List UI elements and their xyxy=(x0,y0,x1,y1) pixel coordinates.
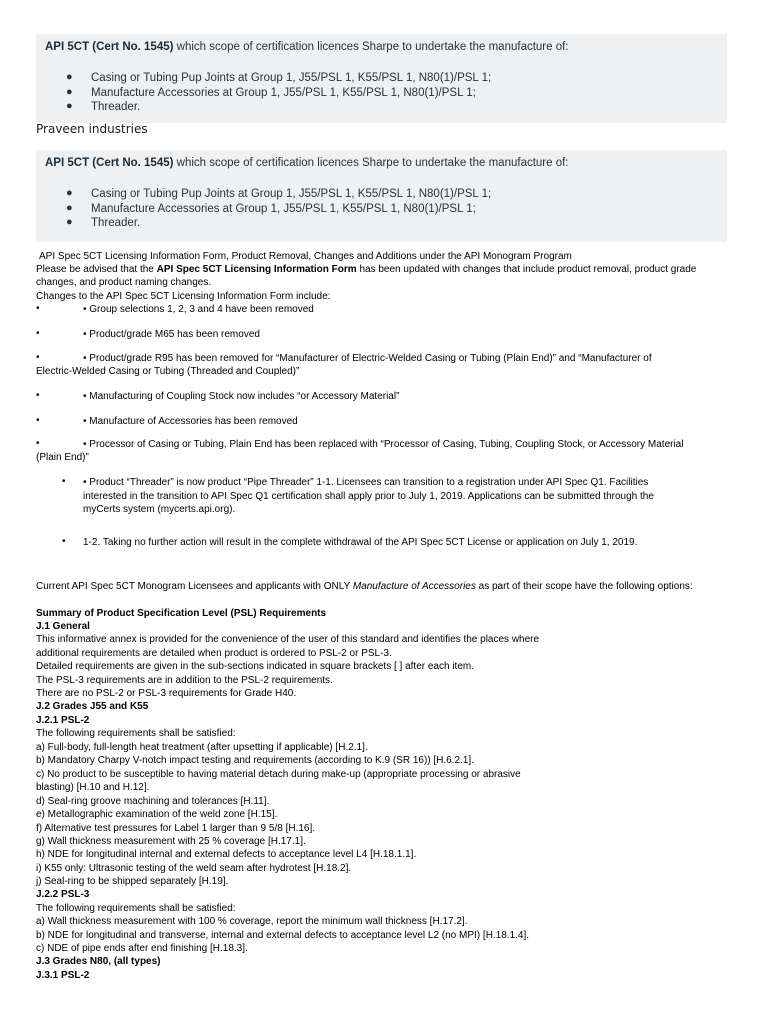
change-item-continued: Electric-Welded Casing or Tubing (Threaded and Coupled)” xyxy=(36,366,300,377)
bullet-icon: ● xyxy=(66,71,73,83)
requirement-line: The following requirements shall be satisfied: xyxy=(36,903,236,914)
certification-scope-box xyxy=(36,34,727,123)
threader-note: myCerts system (mycerts.api.org). xyxy=(83,504,236,515)
cert-scope-text: which scope of certification licences Sharpe to undertake the manufacture of: xyxy=(173,157,569,169)
paragraph-line: This informative annex is provided for the convenience of the user of this standard and identifies the places where xyxy=(36,634,540,645)
requirement-line: h) NDE for longitudinal internal and external defects to acceptance level L4 [H.18.1.1]. xyxy=(36,849,417,860)
paragraph-line: There are no PSL-2 or PSL-3 requirements for Grade H40. xyxy=(36,688,297,699)
threader-note: • Product “Threader” is now product “Pipe Threader” 1-1. Licensees can transition to a registration under API Spec Q1. Facilities xyxy=(83,477,649,488)
certification-lead xyxy=(45,41,569,53)
bullet-icon: • xyxy=(62,476,66,487)
change-item: • Processor of Casing or Tubing, Plain End has been replaced with “Processor of Casing, Tubing, Coupling Stock, or Accessory Material xyxy=(83,439,684,450)
cert-number: API 5CT (Cert No. 1545) xyxy=(45,41,174,53)
requirement-line: a) Wall thickness measurement with 100 % coverage, report the minimum wall thickness [H.17.2]. xyxy=(36,916,468,927)
advised-paragraph xyxy=(36,263,696,276)
change-item: • Group selections 1, 2, 3 and 4 have been removed xyxy=(83,304,314,315)
bullet-icon: • xyxy=(62,536,66,547)
options-text: Current API Spec 5CT Monogram Licensees and applicants with ONLY xyxy=(36,581,353,592)
requirement-line: c) No product to be susceptible to having material detach during make-up (appropriate processing or abrasive xyxy=(36,769,521,780)
form-name: API Spec 5CT Licensing Information Form xyxy=(156,264,357,275)
bullet-icon: ● xyxy=(66,86,73,98)
scope-item-text: Manufacture Accessories at Group 1, J55/PSL 1, K55/PSL 1, N80(1)/PSL 1; xyxy=(91,87,476,99)
paragraph-line: additional requirements are detailed when product is ordered to PSL-2 or PSL-3. xyxy=(36,648,392,659)
bullet-icon: • xyxy=(36,438,40,449)
bullet-icon: ● xyxy=(66,100,73,112)
requirement-line: b) Mandatory Charpy V-notch impact testing and requirements (according to K.9 (SR 16)) [H.6.2.1]. xyxy=(36,755,474,766)
change-item: • Product/grade M65 has been removed xyxy=(83,329,260,340)
requirement-line: The following requirements shall be satisfied: xyxy=(36,728,236,739)
bullet-icon: • xyxy=(36,415,40,426)
psl-title: Summary of Product Specification Level (PSL) Requirements xyxy=(36,608,327,619)
scope-item-text: Threader. xyxy=(91,217,141,229)
scope-item-text: Threader. xyxy=(91,101,141,113)
requirement-line: b) NDE for longitudinal and transverse, internal and external defects to acceptance level L2 (no MPI) [H.18.1.4]. xyxy=(36,930,530,941)
scope-item-text: Casing or Tubing Pup Joints at Group 1, J55/PSL 1, K55/PSL 1, N80(1)/PSL 1; xyxy=(91,188,492,200)
requirement-line: e) Metallographic examination of the weld zone [H.15]. xyxy=(36,809,278,820)
options-text: as part of their scope have the following options: xyxy=(475,581,693,592)
bullet-icon: • xyxy=(36,328,40,339)
cert-scope-text: which scope of certification licences Sharpe to undertake the manufacture of: xyxy=(173,41,569,53)
subsection-heading: J.2.2 PSL-3 xyxy=(36,889,90,900)
requirement-line: f) Alternative test pressures for Label 1 larger than 9 5/8 [H.16]. xyxy=(36,823,316,834)
change-item: • Manufacturing of Coupling Stock now includes “or Accessory Material” xyxy=(83,391,400,402)
requirement-line: c) NDE of pipe ends after end finishing [H.18.3]. xyxy=(36,943,248,954)
bullet-icon: ● xyxy=(66,216,73,228)
requirement-line: a) Full-body, full-length heat treatment (after upsetting if applicable) [H.2.1]. xyxy=(36,742,368,753)
bullet-icon: • xyxy=(36,352,40,363)
paragraph-line: Detailed requirements are given in the sub-sections indicated in square brackets [ ] after each item. xyxy=(36,661,475,672)
company-name: Praveen industries xyxy=(36,122,148,136)
bullet-icon: ● xyxy=(66,187,73,199)
scope-item-text: Manufacture Accessories at Group 1, J55/PSL 1, K55/PSL 1, N80(1)/PSL 1; xyxy=(91,203,476,215)
requirement-line: blasting) [H.10 and H.12]. xyxy=(36,782,150,793)
certification-scope-box xyxy=(36,150,727,242)
paragraph-line: The PSL-3 requirements are in addition to the PSL-2 requirements. xyxy=(36,675,333,686)
subsection-heading: J.2.1 PSL-2 xyxy=(36,715,90,726)
section-heading: J.2 Grades J55 and K55 xyxy=(36,701,149,712)
threader-note: interested in the transition to API Spec Q1 certification shall apply prior to July 1, 2019. Applications can be submitted through the xyxy=(83,491,654,502)
section-heading: J.1 General xyxy=(36,621,90,632)
requirement-line: g) Wall thickness measurement with 25 % coverage [H.17.1]. xyxy=(36,836,306,847)
requirement-line: j) Seal-ring to be shipped separately [H.19]. xyxy=(36,876,229,887)
change-item: • Product/grade R95 has been removed for “Manufacturer of Electric-Welded Casing or Tubing (Plain End)” and “Manufacturer of xyxy=(83,353,652,364)
subsection-heading: J.3.1 PSL-2 xyxy=(36,970,90,981)
options-scope: Manufacture of Accessories xyxy=(352,581,476,592)
advised-text: has been updated with changes that include product removal, product grade xyxy=(356,264,697,275)
bullet-icon: ● xyxy=(66,202,73,214)
scope-item-text: Casing or Tubing Pup Joints at Group 1, J55/PSL 1, K55/PSL 1, N80(1)/PSL 1; xyxy=(91,72,492,84)
bullet-icon: • xyxy=(36,390,40,401)
withdrawal-note: 1-2. Taking no further action will result in the complete withdrawal of the API Spec 5CT License or application on July 1, 2019. xyxy=(83,537,638,548)
options-paragraph xyxy=(36,580,693,593)
changes-intro: Changes to the API Spec 5CT Licensing Information Form include: xyxy=(36,291,331,302)
advised-paragraph-line: changes, and product naming changes. xyxy=(36,277,212,288)
advised-text: Please be advised that the xyxy=(36,264,157,275)
notice-heading: API Spec 5CT Licensing Information Form, Product Removal, Changes and Additions under the API Monogram Program xyxy=(39,251,572,262)
change-item-continued: (Plain End)” xyxy=(36,452,89,463)
requirement-line: i) K55 only: Ultrasonic testing of the weld seam after hydrotest [H.18.2]. xyxy=(36,863,352,874)
bullet-icon: • xyxy=(36,303,40,314)
certification-lead xyxy=(45,157,569,169)
requirement-line: d) Seal-ring groove machining and tolerances [H.11]. xyxy=(36,796,270,807)
change-item: • Manufacture of Accessories has been removed xyxy=(83,416,298,427)
cert-number: API 5CT (Cert No. 1545) xyxy=(45,157,174,169)
section-heading: J.3 Grades N80, (all types) xyxy=(36,956,161,967)
